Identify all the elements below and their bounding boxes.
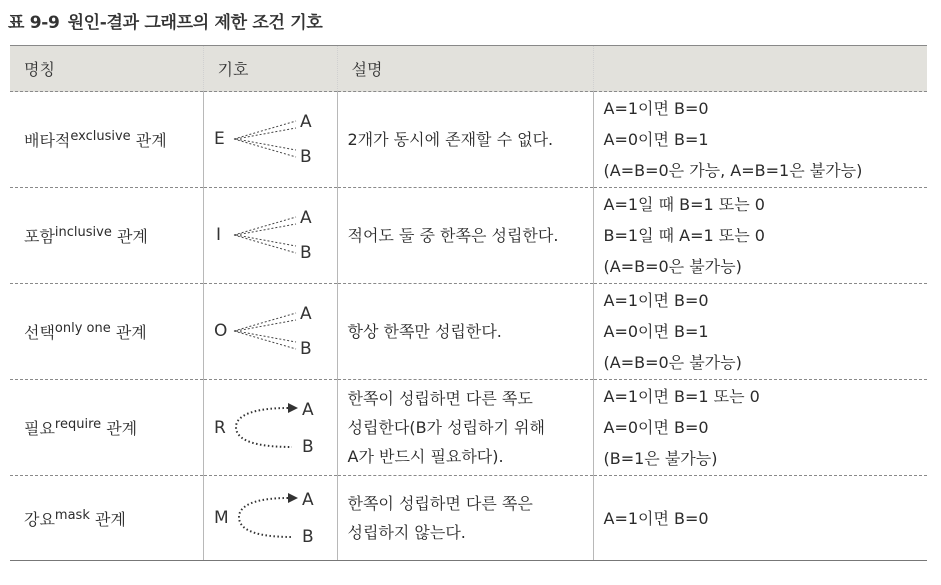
symbol-a: A [299,303,312,324]
arrowhead-icon [288,403,298,413]
description-line: 적어도 둘 중 한쪽은 성립한다. [347,226,559,245]
dotted-curve [236,408,292,447]
dotted-curve [239,498,292,537]
row-name: 강요 [24,509,55,529]
table-row [10,380,927,476]
row-name-cell [10,380,203,476]
header-symbol: 기호 [203,46,337,92]
symbol-a: A [301,399,314,420]
header-condition [593,46,927,92]
condition-line: (A=B=0은 불가능) [603,257,742,276]
row-name-suffix: 관계 [110,323,147,342]
description-line: 성립한다(B가 성립하기 위해 [347,418,545,437]
condition-cell [593,92,927,188]
description-line: 2개가 동시에 존재할 수 없다. [347,130,554,149]
condition-line: A=1이면 B=0 [603,508,709,528]
symbol-letter: I [215,224,221,245]
symbol-a: A [301,490,314,510]
symbol-letter: E [213,128,225,149]
symbol-cell [203,476,337,561]
header-description: 설명 [337,46,593,92]
fan-symbol-icon [214,194,334,274]
description-cell [337,380,593,476]
symbol-letter: O [213,320,227,341]
row-name-cell [10,476,203,561]
condition-cell [593,284,927,380]
symbol-cell [203,380,337,476]
condition-line: (B=1은 불가능) [603,449,718,468]
condition-line: A=0이면 B=0 [603,418,709,437]
condition-line: A=1이면 B=0 [603,99,709,118]
row-name-cell [10,188,203,284]
symbol-cell [203,92,337,188]
row-name-english: inclusive [54,225,112,240]
row-name-english: exclusive [70,129,131,144]
symbol-b: B [301,436,314,457]
condition-line: A=0이면 B=1 [603,130,709,149]
arrow-curve-symbol-icon [214,476,334,556]
description-line: 항상 한쪽만 성립한다. [347,322,502,341]
condition-line: A=1이면 B=0 [603,291,709,310]
row-name-suffix: 관계 [111,227,148,246]
row-name: 배타적 [24,131,71,150]
condition-cell [593,476,927,561]
table-caption [8,8,323,33]
condition-line: (A=B=0은 가능, A=B=1은 불가능) [603,161,863,180]
row-name: 필요 [24,419,55,438]
symbol-cell [203,188,337,284]
symbol-cell [203,284,337,380]
row-name-cell [10,284,203,380]
symbol-b: B [299,146,312,167]
symbol-b: B [301,527,314,547]
symbol-b: B [299,338,312,359]
description-cell [337,92,593,188]
condition-line: B=1일 때 A=1 또는 0 [603,226,765,245]
condition-line: A=1일 때 B=1 또는 0 [603,195,765,214]
condition-line: A=0이면 B=1 [603,322,709,341]
row-name-cell [10,92,203,188]
row-name: 포함 [24,227,55,246]
description-cell [337,476,593,561]
symbol-a: A [299,207,312,228]
row-name-suffix: 관계 [101,419,138,438]
row-name-english: only one [54,321,111,336]
arrow-curve-symbol-icon [214,386,334,466]
condition-cell [593,380,927,476]
condition-cell [593,188,927,284]
table-header-row [10,46,927,92]
description-cell [337,284,593,380]
table-row [10,476,927,561]
caption-title: 원인-결과 그래프의 제한 조건 기호 [67,13,323,33]
symbol-letter: M [213,508,229,528]
constraint-symbol-table [10,45,927,561]
caption-number: 표 9-9 [8,13,60,33]
arrowhead-icon [288,493,298,503]
condition-line: A=1이면 B=1 또는 0 [603,387,760,406]
symbol-lines [234,313,296,349]
description-line: A가 반드시 필요하다). [347,447,504,466]
fan-symbol-icon [214,98,334,178]
table-row [10,284,927,380]
symbol-b: B [299,242,312,263]
fan-symbol-icon [214,290,334,370]
description-line: 한쪽이 성립하면 다른 쪽은 [347,494,533,513]
row-name: 선택 [24,323,55,342]
condition-line: (A=B=0은 불가능) [603,353,742,372]
symbol-a: A [299,111,312,132]
description-cell [337,188,593,284]
header-name: 명칭 [10,46,203,92]
symbol-lines [234,217,296,253]
symbol-letter: R [213,417,226,438]
description-line: 성립하지 않는다. [347,523,466,542]
table-row [10,92,927,188]
row-name-suffix: 관계 [130,131,167,150]
row-name-suffix: 관계 [89,509,126,529]
table-row [10,188,927,284]
row-name-english: require [54,417,102,432]
symbol-lines [234,121,296,157]
description-line: 한쪽이 성립하면 다른 쪽도 [347,389,533,408]
row-name-english: mask [54,507,90,523]
